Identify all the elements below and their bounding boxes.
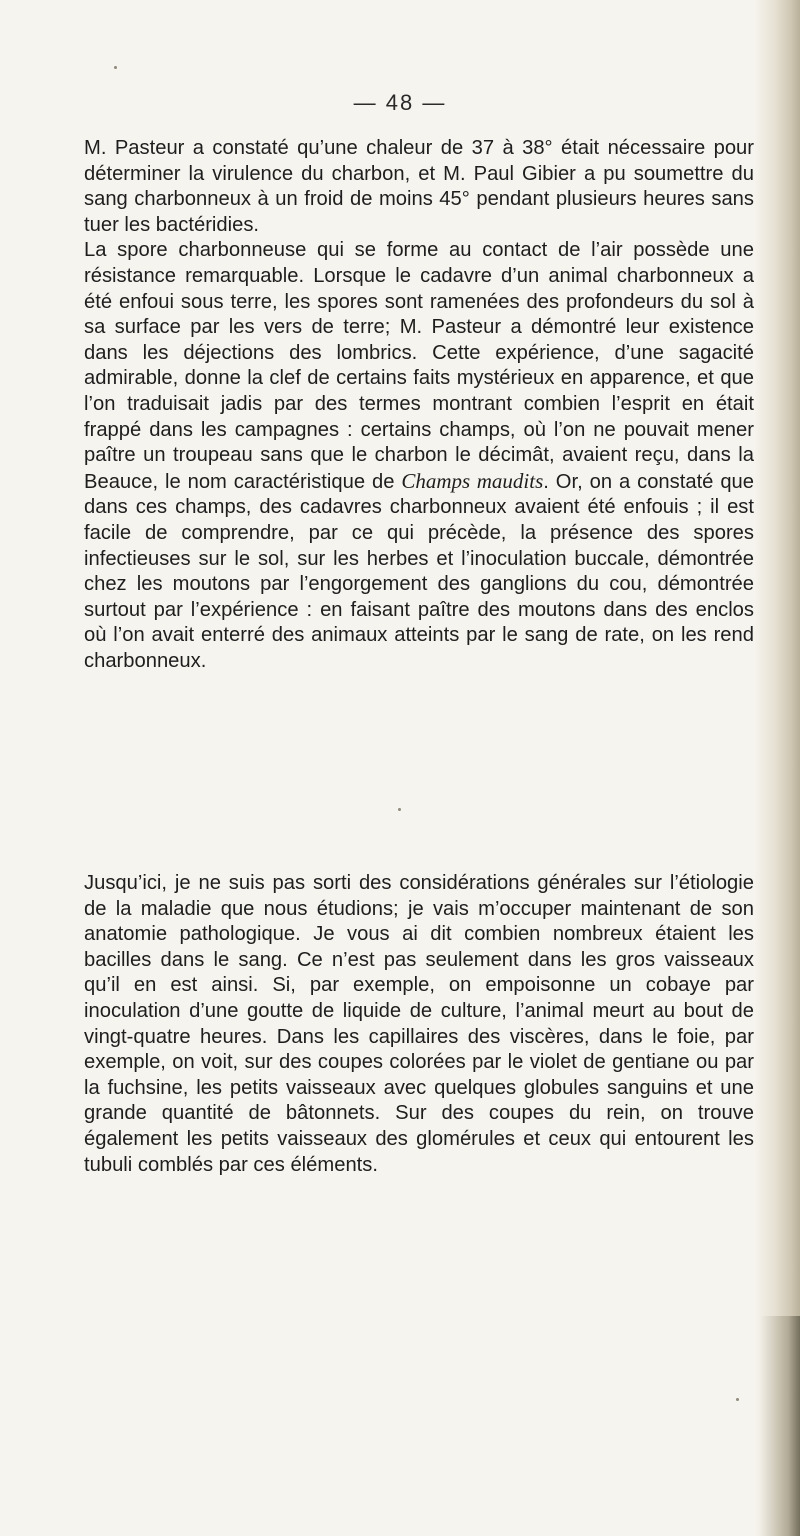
- paragraph-3: Jusqu’ici, je ne suis pas sorti des considérations générales sur l’étiologie de la maladie que nous étudions; je vais m’occuper maintenant de son anatomie pathologique. Je vous ai dit combien nombreux étaient les bacilles dans le sang. Ce n’est pas seulement dans les gros vaisseaux qu’il en est ainsi. Si, par exemple, on empoisonne un cobaye par inoculation d’une goutte de liquide de culture, l’animal meurt au bout de vingt-quatre heures. Dans les capillaires des viscères, dans le foie, par exemple, on voit, sur des coupes colorées par le violet de gentiane ou par la fuchsine, les petits vaisseaux avec quelques globules sanguins et une grande quantité de bâtonnets. Sur des coupes du rein, on trouve également les petits vaisseaux des glomérules et ceux qui entourent les tubuli comblés par ces éléments.: [84, 872, 754, 1176]
- paper-speck: [736, 1398, 739, 1401]
- paper-speck: [398, 808, 401, 811]
- paragraph-2: [84, 238, 754, 674]
- page-edge-shadow: [754, 0, 800, 1536]
- paragraph-2-text-after: . Or, on a constaté que dans ces champs, des cadavres charbonneux avaient été enfouis ; il est facile de comprendre, par ce qui précède, la présence des spores infectieuses sur le sol, sur les herbes et l’inoculation buccale, démontrée chez les moutons par l’engorgement des ganglions du cou, démontrée surtout par l’expérience : en faisant paître des moutons dans des enclos où l’on avait enterré des animaux atteints par le sang de rate, on les rend charbonneux.: [84, 470, 754, 672]
- body-text-lower: [84, 871, 754, 1178]
- body-text-upper: [84, 136, 754, 674]
- page-number: — 48 —: [353, 90, 447, 115]
- page-edge-lower-shadow: [760, 1316, 800, 1536]
- paragraph-2-italic-term: Champs maudits: [401, 468, 544, 493]
- paragraph-2-text-before: La spore charbonneuse qui se forme au contact de l’air possède une résistance remarquable. Lorsque le cadavre d’un animal charbonneux a été enfoui sous terre, les spores sont ramenées des profondeurs du sol à sa surface par les vers de terre; M. Pasteur a démontré leur existence dans les déjections des lombrics. Cette expérience, d’une sagacité admirable, donne la clef de certains faits mystérieux en apparence, et que l’on traduisait jadis par des termes montrant combien l’esprit en était frappé dans les campagnes : certains champs, où l’on ne pouvait mener paître un troupeau sans que le charbon le décimât, avaient reçu, dans la Beauce, le nom caractéristique de: [84, 239, 754, 493]
- paragraph-1: M. Pasteur a constaté qu’une chaleur de 37 à 38° était nécessaire pour déterminer la virulence du charbon, et M. Paul Gibier a pu soumettre du sang charbonneux à un froid de moins 45° pendant plusieurs heures sans tuer les bactéridies.: [84, 137, 754, 236]
- paper-speck: [114, 66, 117, 69]
